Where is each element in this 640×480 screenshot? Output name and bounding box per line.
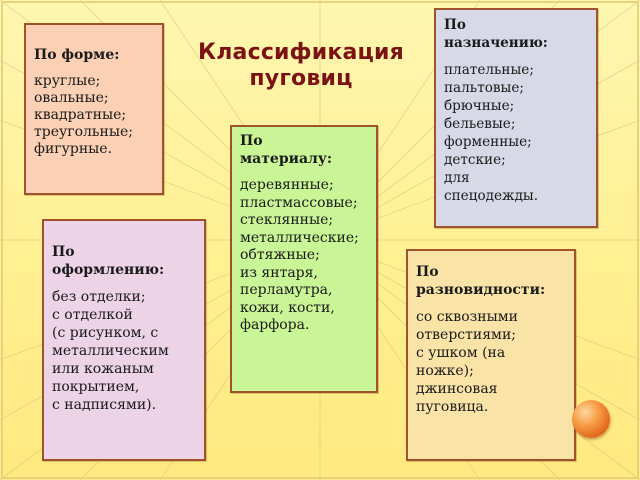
card-by-design (42, 219, 206, 461)
list-item: пальтовые; (444, 80, 525, 96)
list-item: стеклянные; (240, 212, 334, 228)
list-item: ножке); (416, 363, 474, 379)
card-by-variety (406, 249, 576, 461)
list-item: плательные; (444, 62, 534, 78)
card-heading-line: По (52, 244, 75, 260)
card-by-purpose (434, 8, 598, 228)
list-item: для (444, 170, 470, 186)
list-item: без отделки; (52, 289, 146, 305)
title-line-1: Классификация (198, 40, 404, 65)
list-item: спецодежды. (444, 188, 539, 204)
title-line-2: пуговиц (249, 66, 353, 91)
list-item: (с рисунком, с (52, 325, 159, 341)
card-list (416, 308, 568, 416)
list-item: деревянные; (240, 177, 334, 193)
list-item: пуговица. (416, 399, 489, 415)
list-item: треугольные; (34, 124, 133, 140)
list-item: обтяжные; (240, 247, 320, 263)
list-item: пластмассовые; (240, 194, 358, 211)
card-heading (416, 263, 568, 299)
list-item: фигурные. (34, 141, 113, 157)
list-item: со сквозными (416, 309, 518, 325)
list-item: джинсовая (416, 381, 498, 397)
orange-circle-icon (572, 400, 610, 438)
card-heading-line: По (416, 264, 439, 280)
list-item: фарфора. (240, 317, 310, 333)
card-by-shape (24, 23, 164, 195)
card-heading-line: материалу: (240, 150, 333, 167)
card-list (240, 177, 370, 335)
card-heading-line: По (240, 133, 263, 149)
page-title (176, 40, 426, 92)
list-item: из янтаря, (240, 264, 318, 281)
card-heading (52, 243, 198, 279)
card-heading-line: разновидности: (416, 282, 546, 298)
list-item: с отделкой (52, 307, 133, 323)
card-list (52, 288, 198, 414)
list-item: отверстиями; (416, 327, 516, 343)
list-item: металлическим (52, 343, 169, 359)
list-item: или кожаным (52, 361, 154, 377)
list-item: круглые; (34, 73, 101, 89)
list-item: бельевые; (444, 116, 516, 132)
list-item: кожи, кости, (240, 299, 335, 316)
list-item: брючные; (444, 98, 515, 114)
list-item: перламутра, (240, 282, 333, 298)
list-item: покрытием, (52, 379, 140, 395)
card-list (444, 61, 590, 205)
card-heading (240, 133, 370, 168)
card-heading: По форме: (34, 47, 120, 63)
list-item: с ушком (на (416, 345, 506, 361)
card-heading-line: По (444, 17, 466, 33)
list-item: с надписями). (52, 397, 157, 413)
card-heading (444, 16, 590, 52)
list-item: квадратные; (34, 107, 127, 123)
card-heading-line: оформлению: (52, 262, 165, 278)
list-item: металлические; (240, 229, 359, 246)
card-heading-line: назначению: (444, 35, 548, 51)
card-list (34, 73, 156, 158)
list-item: форменные; (444, 134, 532, 150)
card-by-material (230, 125, 378, 393)
list-item: детские; (444, 152, 506, 168)
list-item: овальные; (34, 90, 109, 106)
